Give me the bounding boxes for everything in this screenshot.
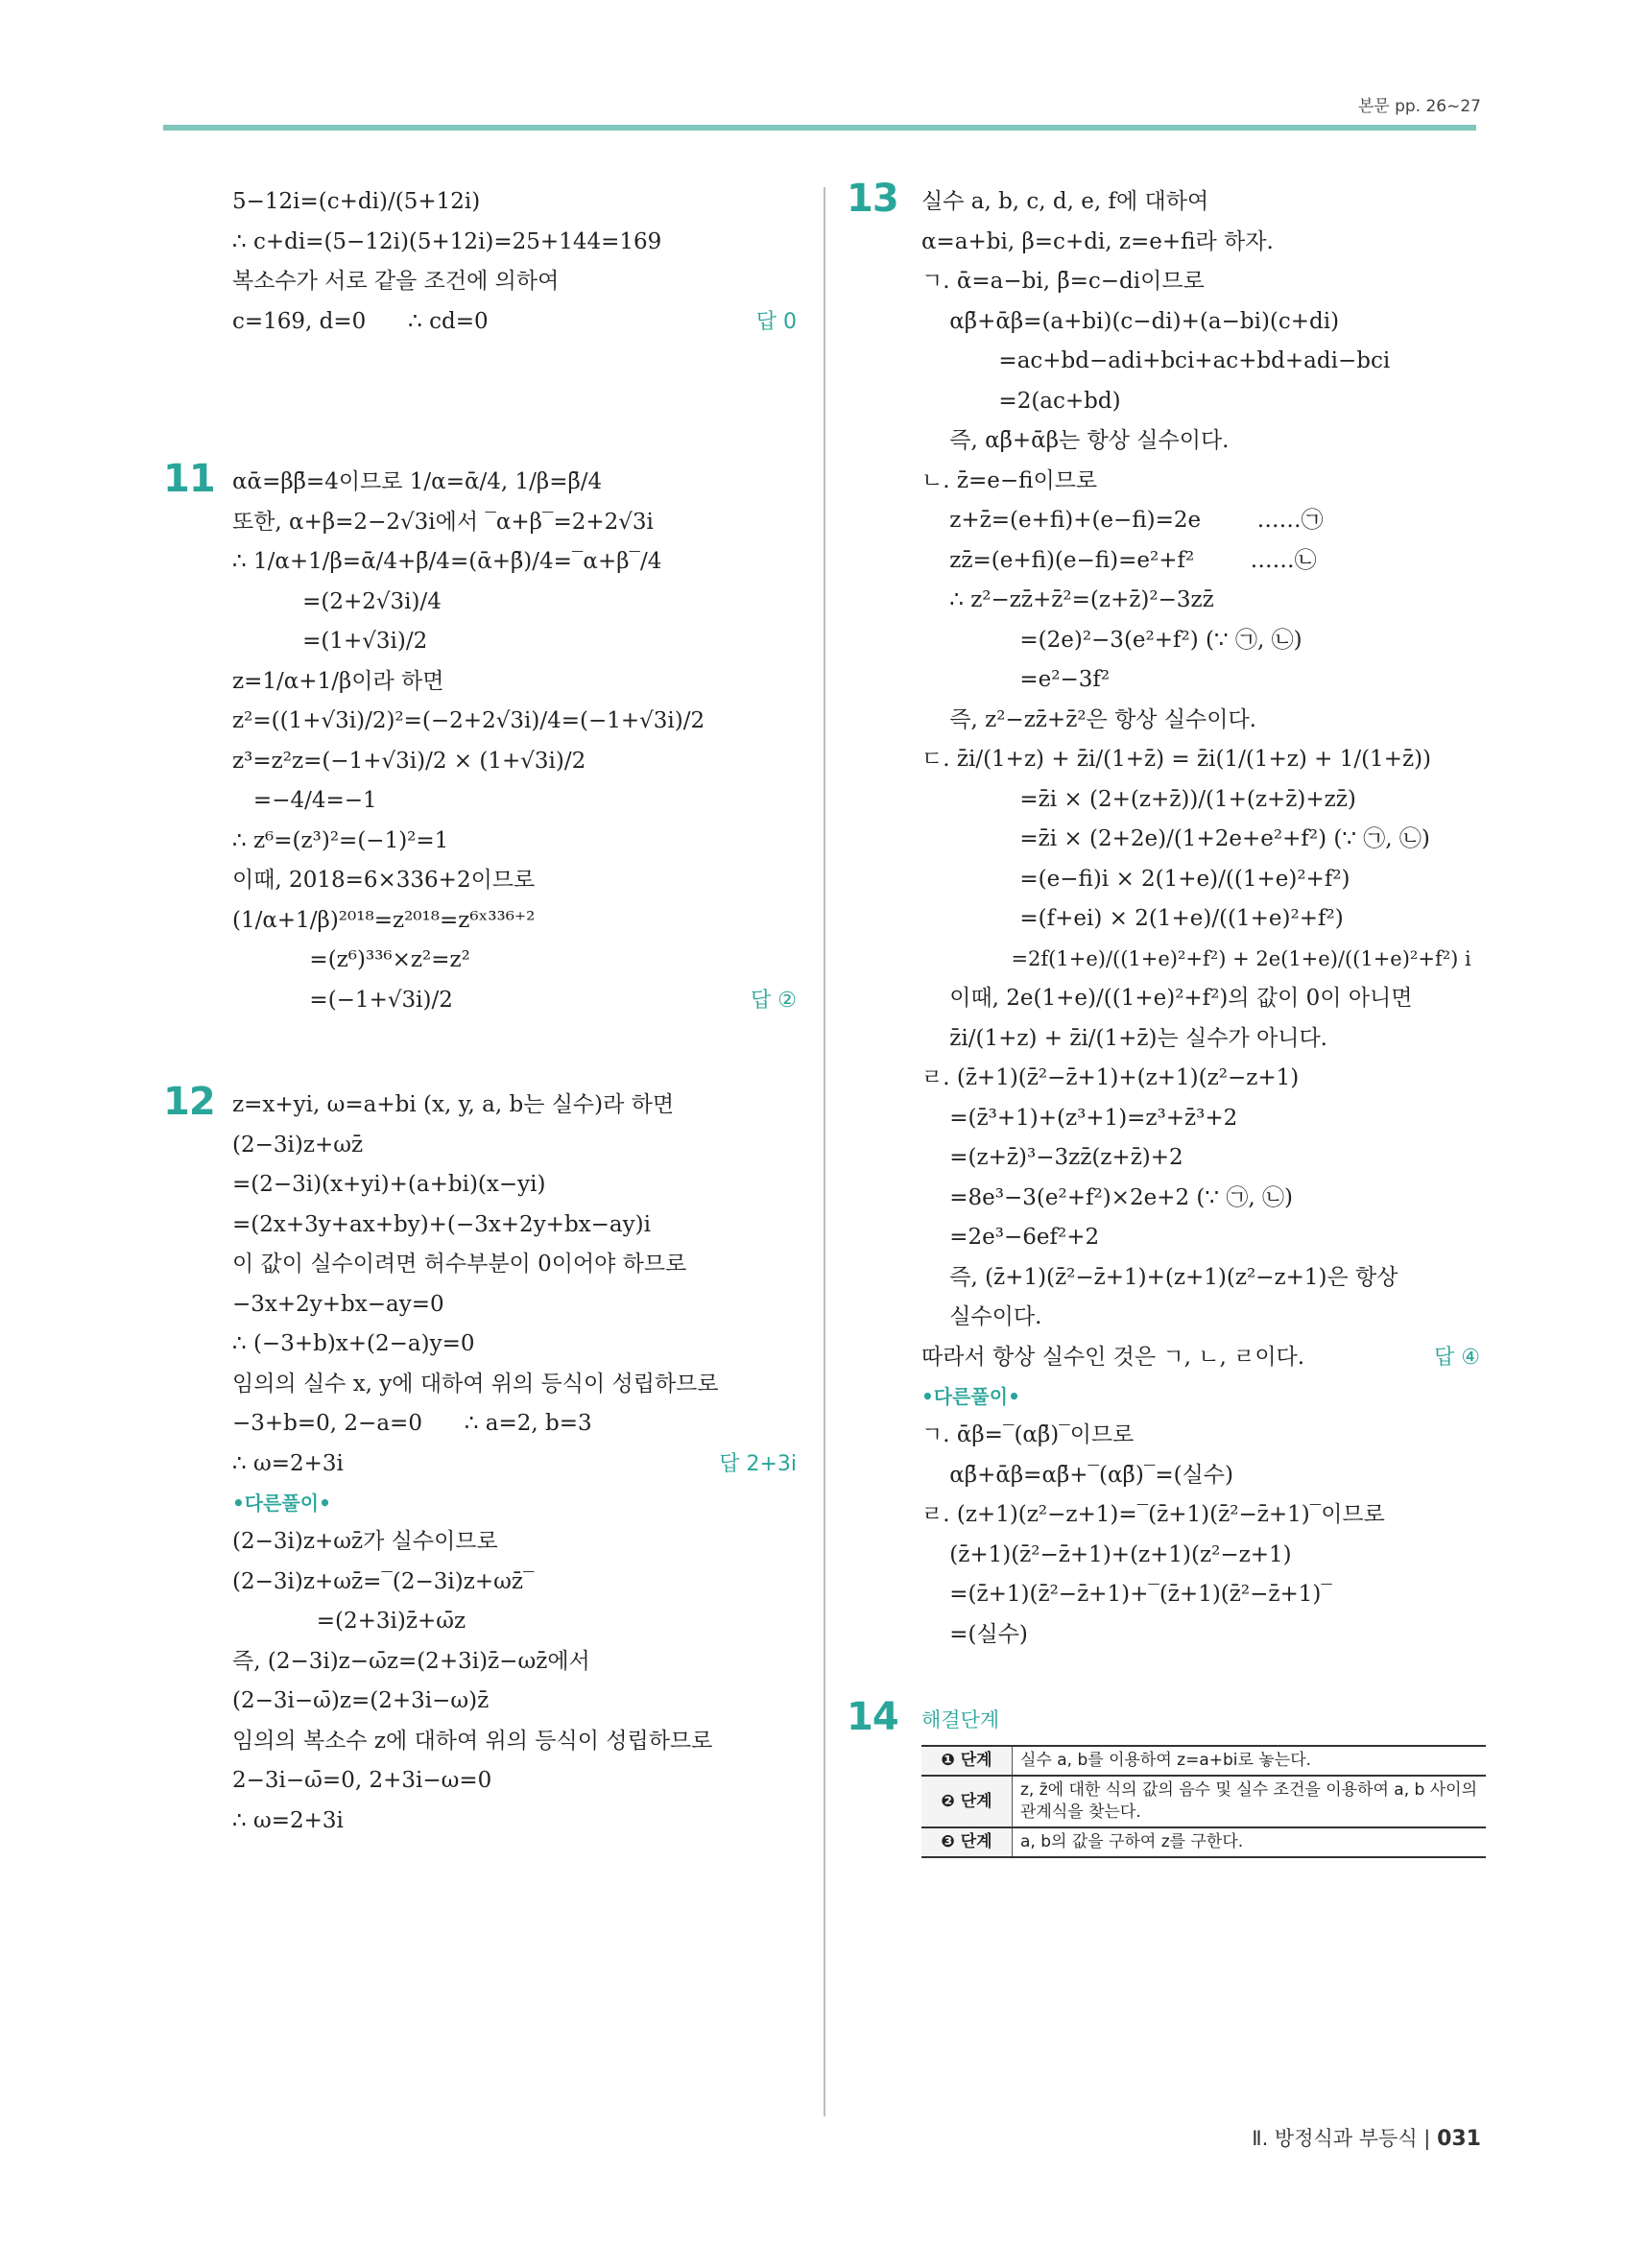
solution-line: ㄴ. z̄=e−fi이므로 [921, 467, 1098, 493]
header-rule [163, 125, 1476, 131]
solution-line: 복소수가 서로 같을 조건에 의하여 [232, 269, 560, 294]
solution-line: αβ̄+ᾱβ=(a+bi)(c−di)+(a−bi)(c+di) [921, 308, 1340, 334]
solution-line: =2f(1+e)/((1+e)²+f²) + 2e(1+e)/((1+e)²+f²) i [921, 946, 1471, 970]
alt-solution-line: 임의의 복소수 z에 대하여 위의 등식이 성립하므로 [232, 1728, 713, 1754]
answer-label: 답 ④ [1434, 1345, 1480, 1370]
solution-line: αᾱ=ββ̄=4이므로 1/α=ᾱ/4, 1/β=β̄/4 [232, 469, 603, 494]
page-number: 031 [1437, 2127, 1481, 2151]
problem-number: 14 [847, 1695, 898, 1739]
solution-line: zz̄=(e+fi)(e−fi)=e²+f² ……㉡ [921, 547, 1317, 573]
step-label: ❸ 단계 [921, 1827, 1013, 1857]
solution-line: =−4/4=−1 [232, 788, 377, 813]
solution-line: 이때, 2018=6×336+2이므로 [232, 868, 536, 893]
solution-line [232, 981, 797, 1021]
solution-line [921, 1338, 1480, 1378]
solution-line: z̄i/(1+z) + z̄i/(1+z̄)는 실수가 아니다. [921, 1025, 1327, 1051]
alt-solution-line: 즉, (2−3i)z−ω̄z=(2+3i)z̄−ωz̄에서 [232, 1648, 590, 1674]
solution-line: (2−3i)z+ωz̄ [232, 1132, 364, 1158]
solution-line: =(e−fi)i × 2(1+e)/((1+e)²+f²) [921, 866, 1350, 892]
page-footer [1252, 2123, 1481, 2152]
solution-line: =(z⁶)³³⁶×z²=z² [232, 947, 470, 972]
chapter-title: Ⅱ. 방정식과 부등식 | [1252, 2127, 1431, 2150]
column-divider [824, 187, 825, 2116]
alt-solution-line: 2−3i−ω̄=0, 2+3i−ω=0 [232, 1768, 492, 1793]
step-text: z, z̄에 대한 식의 값의 음수 및 실수 조건을 이용하여 a, b 사이의 관계식을 찾는다. [1013, 1776, 1487, 1827]
solution-line: =(2e)²−3(e²+f²) (∵ ㉠, ㉡) [921, 627, 1302, 653]
solution-line: z+z̄=(e+fi)+(e−fi)=2e ……㉠ [921, 508, 1324, 533]
alt-solution-line: =(z̄+1)(z̄²−z̄+1)+‾(z̄+1)(z̄²−z̄+1)‾ [921, 1582, 1332, 1607]
steps-title: 해결단계 [921, 1708, 1000, 1731]
answer-label: 답 2+3i [719, 1451, 797, 1476]
problem-10-tail [163, 182, 797, 374]
step-text: a, b의 값을 구하여 z를 구한다. [1013, 1827, 1487, 1857]
solution-line: =(z+z̄)³−3zz̄(z+z̄)+2 [921, 1145, 1183, 1170]
steps-table [921, 1745, 1486, 1858]
problem-12 [163, 1080, 797, 1841]
solution-line: 임의의 실수 x, y에 대하여 위의 등식이 성립하므로 [232, 1371, 719, 1397]
problem-number: 13 [847, 177, 898, 221]
problem-14 [847, 1695, 1480, 1858]
problem-13 [847, 177, 1480, 1655]
alt-solution-line: (2−3i)z+ωz̄=‾(2−3i)z+ωz̄‾ [232, 1568, 535, 1594]
solution-line: =e²−3f² [921, 667, 1111, 692]
alt-solution-line: ∴ ω=2+3i [232, 1807, 344, 1833]
alt-solution-line: (2−3i−ω̄)z=(2+3i−ω)z̄ [232, 1688, 490, 1713]
problem-number: 11 [163, 457, 215, 501]
solution-line: α=a+bi, β=c+di, z=e+fi라 하자. [921, 228, 1274, 254]
alt-solution-line: =(2+3i)z̄+ω̄z [232, 1609, 466, 1634]
solution-line: −3x+2y+bx−ay=0 [232, 1291, 444, 1317]
solution-line: =(2+2√3i)/4 [232, 588, 442, 614]
solution-line: =(1+√3i)/2 [232, 629, 428, 654]
solution-line: 즉, αβ̄+ᾱβ는 항상 실수이다. [921, 428, 1230, 453]
solution-line: =(2x+3y+ax+by)+(−3x+2y+bx−ay)i [232, 1211, 651, 1237]
solution-line: ㄱ. ᾱ=a−bi, β̄=c−di이므로 [921, 269, 1205, 294]
solution-line: =2e³−6ef²+2 [921, 1225, 1100, 1250]
solution-line: ∴ c+di=(5−12i)(5+12i)=25+144=169 [232, 228, 662, 254]
table-row [921, 1827, 1486, 1857]
solution-line: ㄷ. z̄i/(1+z) + z̄i/(1+z̄) = z̄i(1/(1+z) + 1/(1+z̄)) [921, 747, 1432, 772]
solution-line: z=x+yi, ω=a+bi (x, y, a, b는 실수)라 하면 [232, 1092, 675, 1117]
step-label: ❶ 단계 [921, 1746, 1013, 1776]
alternative-solution-title: •다른풀이• [232, 1492, 331, 1515]
solution-line: 실수 a, b, c, d, e, f에 대하여 [921, 189, 1209, 214]
solution-line: ∴ z⁶=(z³)²=(−1)²=1 [232, 827, 449, 853]
solution-line: =2(ac+bd) [921, 388, 1121, 414]
alt-solution-line: (2−3i)z+ωz̄가 실수이므로 [232, 1529, 498, 1554]
solution-text: c=169, d=0 ∴ cd=0 [232, 308, 489, 334]
solution-text: =(−1+√3i)/2 [232, 987, 453, 1013]
right-column [847, 177, 1480, 1868]
solution-line [232, 1444, 797, 1485]
solution-line: =8e³−3(e²+f²)×2e+2 (∵ ㉠, ㉡) [921, 1184, 1293, 1210]
table-row [921, 1746, 1486, 1776]
alt-solution-line: αβ̄+ᾱβ=αβ̄+‾(αβ̄)‾=(실수) [921, 1462, 1233, 1488]
solution-line: =(f+ei) × 2(1+e)/((1+e)²+f²) [921, 906, 1344, 931]
answer-label: 답 0 [755, 309, 797, 334]
answer-label: 답 ② [751, 988, 797, 1013]
page-reference: 본문 pp. 26~27 [1357, 97, 1481, 116]
solution-line: =z̄i × (2+(z+z̄))/(1+(z+z̄)+zz̄) [921, 786, 1356, 812]
alternative-solution-title: •다른풀이• [921, 1385, 1020, 1408]
solution-line: z²=((1+√3i)/2)²=(−2+2√3i)/4=(−1+√3i)/2 [232, 708, 705, 733]
solution-line: =(2−3i)(x+yi)+(a+bi)(x−yi) [232, 1172, 546, 1197]
alt-solution-line: (z̄+1)(z̄²−z̄+1)+(z+1)(z²−z+1) [921, 1541, 1292, 1567]
alt-solution-line: =(실수) [921, 1621, 1028, 1647]
left-column [163, 182, 797, 1850]
solution-line [232, 302, 797, 343]
alt-solution-line: ㄹ. (z+1)(z²−z+1)=‾(z̄+1)(z̄²−z̄+1)‾이므로 [921, 1502, 1385, 1527]
table-row [921, 1776, 1486, 1827]
solution-line: =ac+bd−adi+bci+ac+bd+adi−bci [921, 348, 1391, 373]
solution-line: z³=z²z=(−1+√3i)/2 × (1+√3i)/2 [232, 748, 586, 774]
solution-line: ㄹ. (z̄+1)(z̄²−z̄+1)+(z+1)(z²−z+1) [921, 1065, 1300, 1090]
solution-line: 즉, z²−zz̄+z̄²은 항상 실수이다. [921, 706, 1256, 732]
solution-line: =z̄i × (2+2e)/(1+2e+e²+f²) (∵ ㉠, ㉡) [921, 826, 1430, 851]
step-text: 실수 a, b를 이용하여 z=a+bi로 놓는다. [1013, 1746, 1487, 1776]
solution-line: 또한, α+β=2−2√3i에서 ‾α+β‾=2+2√3i [232, 509, 654, 535]
solution-line: ∴ 1/α+1/β=ᾱ/4+β̄/4=(ᾱ+β̄)/4=‾α+β‾/4 [232, 549, 662, 574]
solution-line: ∴ z²−zz̄+z̄²=(z+z̄)²−3zz̄ [921, 587, 1214, 612]
solution-line: 실수이다. [921, 1304, 1042, 1329]
solution-line: 즉, (z̄+1)(z̄²−z̄+1)+(z+1)(z²−z+1)은 항상 [921, 1264, 1398, 1290]
alt-solution-line: ㄱ. ᾱβ=‾(αβ̄)‾이므로 [921, 1422, 1135, 1447]
solution-line: z=1/α+1/β이라 하면 [232, 668, 444, 694]
solution-line: −3+b=0, 2−a=0 ∴ a=2, b=3 [232, 1411, 592, 1436]
solution-line: 이 값이 실수이려면 허수부분이 0이어야 하므로 [232, 1252, 687, 1277]
solution-line: 5−12i=(c+di)/(5+12i) [232, 189, 481, 214]
solution-line: ∴ (−3+b)x+(2−a)y=0 [232, 1331, 475, 1356]
step-label: ❷ 단계 [921, 1776, 1013, 1827]
problem-number: 12 [163, 1080, 215, 1124]
solution-line: 이때, 2e(1+e)/((1+e)²+f²)의 값이 0이 아니면 [921, 986, 1413, 1011]
solution-line: =(z̄³+1)+(z³+1)=z³+z̄³+2 [921, 1105, 1238, 1131]
solution-text: 따라서 항상 실수인 것은 ㄱ, ㄴ, ㄹ이다. [921, 1344, 1305, 1370]
solution-text: ∴ ω=2+3i [232, 1450, 344, 1476]
problem-11 [163, 457, 797, 1020]
solution-line: (1/α+1/β)²⁰¹⁸=z²⁰¹⁸=z⁶ˣ³³⁶⁺² [232, 907, 536, 933]
